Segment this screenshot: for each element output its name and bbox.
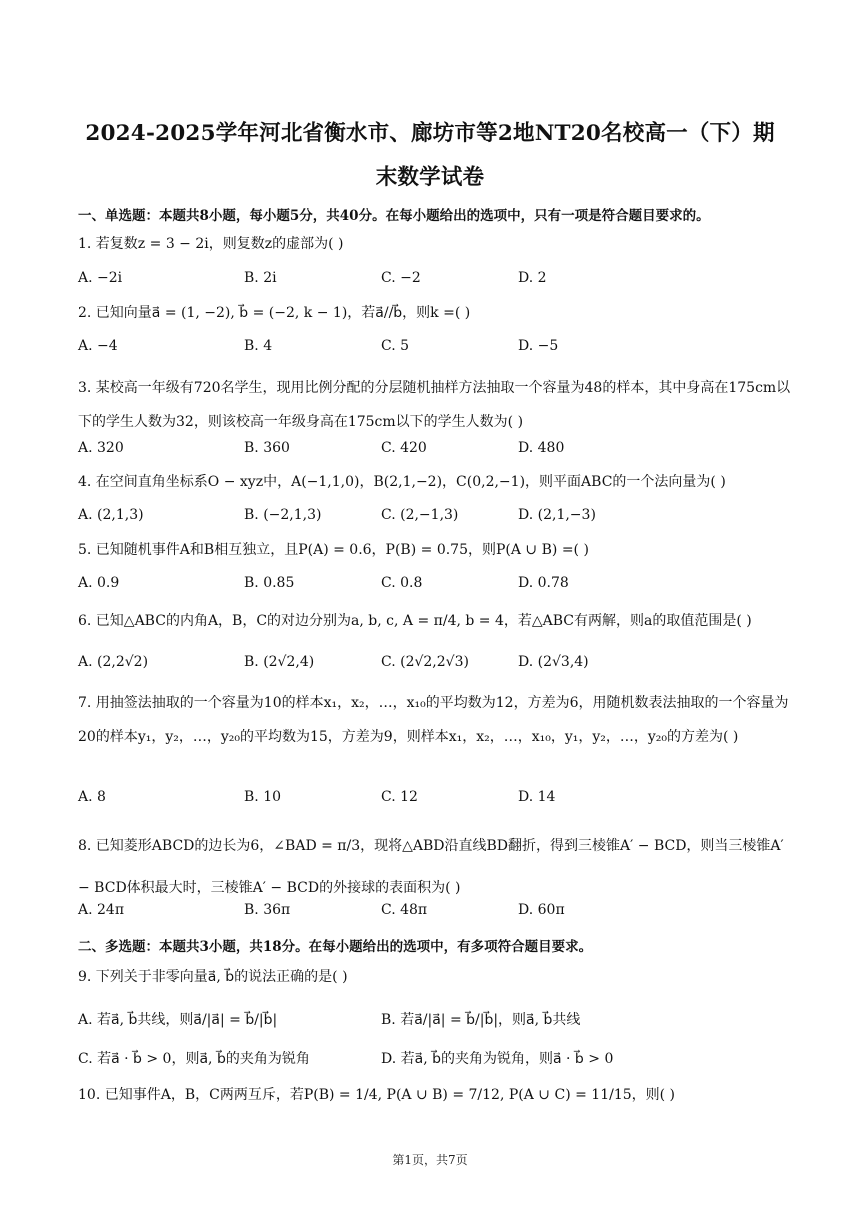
option-d: D. 60π	[518, 902, 565, 918]
option-b: B. 0.85	[244, 575, 295, 591]
page-footer: 第1页，共7页	[392, 1153, 468, 1167]
option-c: C. 若a⃗ · b⃗ > 0，则a⃗, b⃗的夹角为锐角	[78, 1051, 310, 1067]
question-1-options	[78, 270, 798, 292]
question-9-options-row1	[78, 1009, 798, 1031]
option-b: B. 2i	[244, 270, 277, 286]
question-6-options	[78, 654, 798, 676]
question-4: 4. 在空间直角坐标系O − xyz中，A(−1,1,0)，B(2,1,−2)，C(0,2,−1)，则平面ABC的一个法向量为( )	[78, 474, 726, 490]
question-2: 2. 已知向量a⃗ = (1, −2), b⃗ = (−2, k − 1)，若a⃗//b⃗，则k =( )	[78, 305, 471, 321]
section-multiple-choice-heading: 二、多选题：本题共3小题，共18分。在每小题给出的选项中，有多项符合题目要求。	[78, 939, 593, 955]
question-6: 6. 已知△ABC的内角A，B，C的对边分别为a, b, c, A = π/4, b = 4，若△ABC有两解，则a的取值范围是( )	[78, 613, 752, 629]
option-b: B. (2√2,4)	[244, 654, 315, 670]
option-d: D. 2	[518, 270, 547, 286]
question-7: 7. 用抽签法抽取的一个容量为10的样本x₁，x₂，…，x₁₀的平均数为12，方差为6，用随机数表法抽取的一个容量为20的样本y₁，y₂，…，y₂₀的平均数为15，方差为9，则样本x₁，x₂，…，x₁₀，y₁，y₂，…，y₂₀的方差为( )	[78, 695, 789, 745]
option-d: D. (2√3,4)	[518, 654, 589, 670]
option-d: D. 若a⃗, b⃗的夹角为锐角，则a⃗ · b⃗ > 0	[381, 1051, 614, 1067]
question-2-options	[78, 338, 798, 360]
option-d: D. −5	[518, 338, 559, 354]
question-7-options	[78, 789, 798, 811]
option-c: C. 48π	[381, 902, 428, 918]
question-9-options-row2	[78, 1048, 798, 1070]
option-b: B. 若a⃗/|a⃗| = b⃗/|b⃗|，则a⃗, b⃗共线	[381, 1012, 581, 1028]
option-c: C. 5	[381, 338, 410, 354]
option-c: C. (2,−1,3)	[381, 507, 459, 523]
question-3-options	[78, 440, 798, 462]
option-b: B. 10	[244, 789, 282, 805]
question-1: 1. 若复数z = 3 − 2i，则复数z的虚部为( )	[78, 236, 344, 252]
option-c: C. 420	[381, 440, 427, 456]
option-a: A. (2,2√2)	[78, 654, 149, 670]
option-c: C. 0.8	[381, 575, 423, 591]
question-8: 8. 已知菱形ABCD的边长为6，∠BAD = π/3，现将△ABD沿直线BD翻折，得到三棱锥A′ − BCD，则当三棱锥A′ − BCD体积最大时，三棱锥A′ − BCD的外接球的表面积为( )	[78, 838, 784, 896]
option-d: D. 14	[518, 789, 556, 805]
question-3: 3. 某校高一年级有720名学生，现用比例分配的分层随机抽样方法抽取一个容量为48的样本，其中身高在175cm以下的学生人数为32，则该校高一年级身高在175cm以下的学生人数为( )	[78, 380, 791, 430]
option-b: B. 36π	[244, 902, 291, 918]
exam-title-line2: 末数学试卷	[375, 165, 485, 190]
option-a: A. 320	[78, 440, 124, 456]
option-c: C. (2√2,2√3)	[381, 654, 469, 670]
option-d: D. 0.78	[518, 575, 569, 591]
question-8-options	[78, 902, 798, 924]
question-10: 10. 已知事件A，B，C两两互斥，若P(B) = 1/4, P(A ∪ B) = 7/12, P(A ∪ C) = 11/15，则( )	[78, 1087, 676, 1103]
question-5-options	[78, 575, 798, 597]
option-b: B. (−2,1,3)	[244, 507, 322, 523]
option-d: D. (2,1,−3)	[518, 507, 596, 523]
question-9: 9. 下列关于非零向量a⃗, b⃗的说法正确的是( )	[78, 969, 348, 985]
exam-title-line1: 2024-2025学年河北省衡水市、廊坊市等2地NT20名校高一（下）期	[85, 121, 775, 146]
option-b: B. 4	[244, 338, 273, 354]
option-a: A. 8	[78, 789, 106, 805]
option-a: A. 24π	[78, 902, 125, 918]
option-a: A. −2i	[78, 270, 123, 286]
option-a: A. (2,1,3)	[78, 507, 144, 523]
option-a: A. −4	[78, 338, 118, 354]
option-a: A. 0.9	[78, 575, 120, 591]
option-c: C. −2	[381, 270, 421, 286]
option-d: D. 480	[518, 440, 565, 456]
option-b: B. 360	[244, 440, 290, 456]
question-4-options	[78, 507, 798, 529]
option-a: A. 若a⃗, b⃗共线，则a⃗/|a⃗| = b⃗/|b⃗|	[78, 1012, 278, 1028]
section-single-choice-heading: 一、单选题：本题共8小题，每小题5分，共40分。在每小题给出的选项中，只有一项是符合题目要求的。	[78, 208, 710, 224]
option-c: C. 12	[381, 789, 418, 805]
question-5: 5. 已知随机事件A和B相互独立，且P(A) = 0.6，P(B) = 0.75，则P(A ∪ B) =( )	[78, 542, 589, 558]
